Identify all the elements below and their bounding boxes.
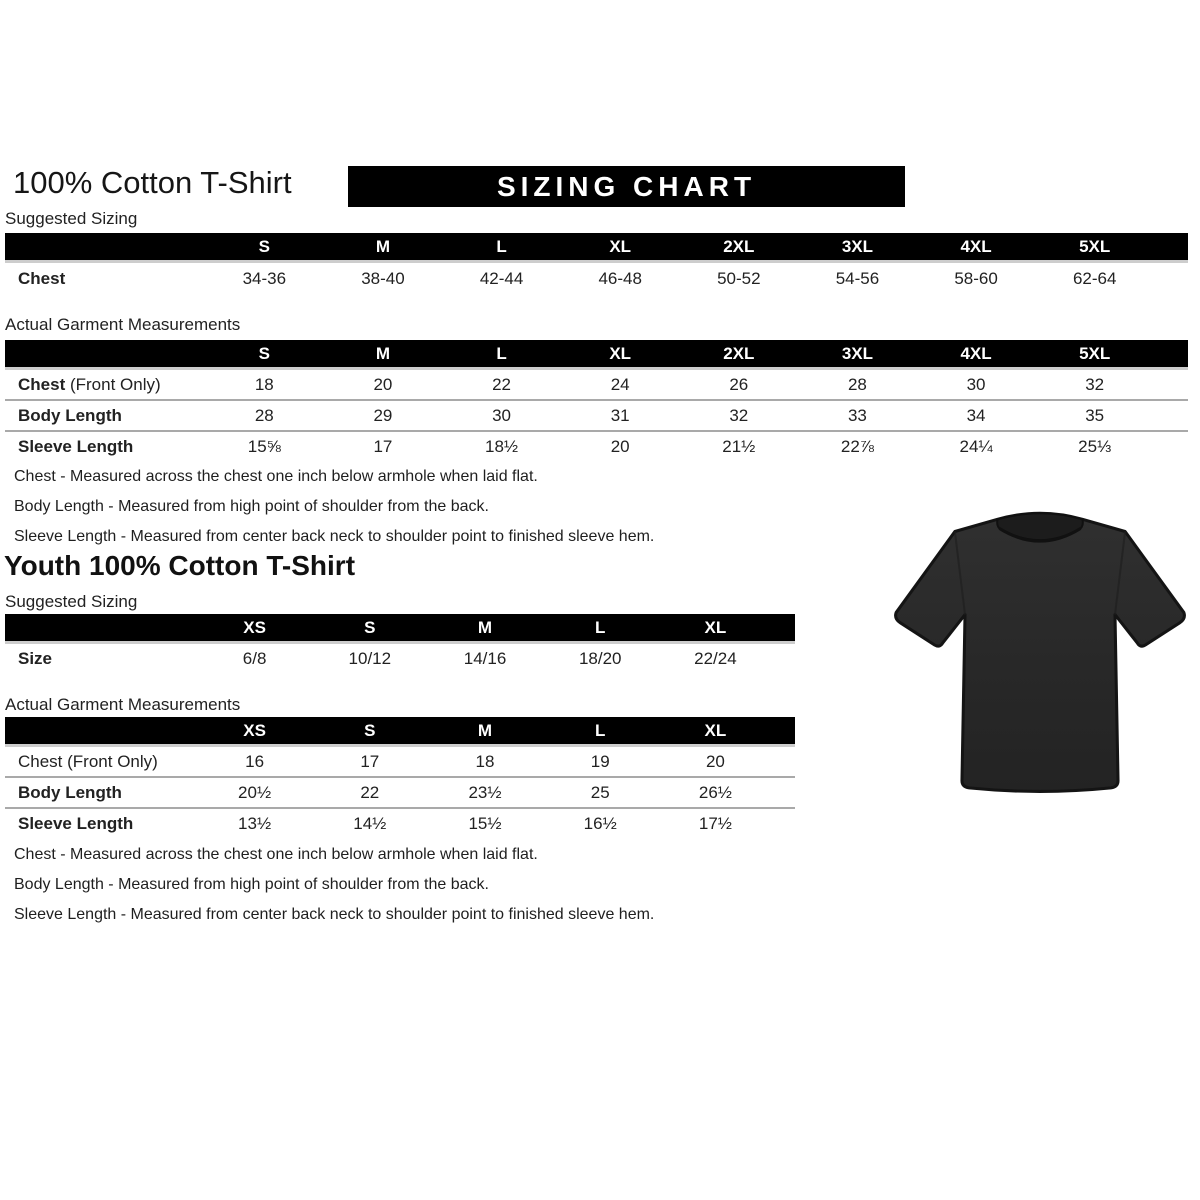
value-cell: 22⅞: [840, 436, 874, 456]
size-column-header: M: [477, 617, 493, 637]
value-cell: 19: [590, 751, 610, 771]
size-column-header: S: [258, 236, 270, 256]
size-column-header: 5XL: [1079, 343, 1111, 363]
table-row: [5, 644, 795, 673]
size-column-header: M: [477, 720, 493, 740]
row-label-cell: [5, 437, 205, 457]
table-row: [5, 776, 795, 807]
measurement-note-line: Body Length - Measured from high point of shoulder from the back.: [14, 876, 489, 893]
value-cell: 18/20: [578, 648, 622, 668]
value-cell: 14½: [353, 813, 387, 833]
size-column-header: 4XL: [960, 343, 992, 363]
size-column-header: 5XL: [1079, 236, 1111, 256]
value-cell: 35: [1085, 405, 1105, 425]
measurement-note-line: Body Length - Measured from high point of shoulder from the back.: [14, 498, 489, 515]
size-column-header: L: [496, 343, 507, 363]
value-cell: 17: [373, 436, 393, 456]
adult-suggested-sizing-table: [5, 233, 1188, 295]
table-row: [5, 807, 795, 838]
size-column-header: XS: [243, 720, 266, 740]
adult-actual-measurements-table: [5, 340, 1188, 461]
sizing-chart-banner: [348, 166, 905, 207]
table-row: [5, 747, 795, 776]
table-header-row: [5, 614, 795, 644]
size-column-header: L: [496, 236, 507, 256]
value-cell: 15⅝: [247, 436, 281, 456]
youth-suggested-sizing-label: Suggested Sizing: [5, 592, 138, 611]
size-column-header: 2XL: [723, 236, 755, 256]
value-cell: 26½: [698, 782, 732, 802]
value-cell: 20: [610, 436, 630, 456]
value-cell: 24¼: [959, 436, 993, 456]
size-column-header: S: [364, 617, 376, 637]
table-header-row: [5, 717, 795, 747]
value-cell: 25⅓: [1078, 436, 1112, 456]
value-cell: 62-64: [1072, 269, 1117, 288]
row-label-cell: [5, 783, 197, 803]
row-label: Sleeve Length: [18, 436, 134, 456]
value-cell: 23½: [468, 782, 502, 802]
size-column-header: M: [375, 236, 391, 256]
youth-actual-measurements-label: Actual Garment Measurements: [5, 695, 241, 714]
table-row: [5, 370, 1188, 399]
size-column-header: XL: [704, 617, 727, 637]
value-cell: 58-60: [954, 269, 998, 288]
adult-measurement-notes: [14, 462, 654, 552]
row-label-cell: [5, 814, 197, 834]
value-cell: 29: [373, 405, 393, 425]
value-cell: 22: [492, 374, 512, 394]
row-label-cell: [5, 406, 205, 426]
value-cell: 50-52: [717, 269, 761, 288]
adult-suggested-sizing-label: Suggested Sizing: [5, 209, 138, 228]
black-tshirt-icon: [888, 487, 1192, 803]
row-label: Body Length: [18, 782, 122, 802]
row-label: Size: [18, 648, 53, 668]
table-header-row: [5, 233, 1188, 263]
size-column-header: 3XL: [841, 343, 874, 363]
value-cell: 33: [847, 405, 867, 425]
measurement-note-line: Chest - Measured across the chest one inch below armhole when laid flat.: [14, 846, 538, 863]
value-cell: 28: [847, 374, 867, 394]
youth-actual-measurements-table: [5, 717, 795, 838]
measurement-note-line: Chest - Measured across the chest one inch below armhole when laid flat.: [14, 468, 538, 485]
value-cell: 34-36: [242, 269, 287, 288]
size-column-header: XL: [704, 720, 727, 740]
table-row: [5, 263, 1188, 295]
adult-actual-measurements-label: Actual Garment Measurements: [5, 315, 241, 334]
value-cell: 22/24: [694, 648, 737, 668]
row-label-cell: [5, 269, 205, 289]
measurement-note-line: Sleeve Length - Measured from center back neck to shoulder point to finished sleeve hem.: [14, 906, 655, 923]
value-cell: 20½: [238, 782, 272, 802]
value-cell: 18: [254, 374, 274, 394]
value-cell: 22: [360, 782, 380, 802]
size-column-header: S: [364, 720, 376, 740]
row-label: Chest: [18, 374, 66, 394]
value-cell: 30: [492, 405, 512, 425]
size-column-header: L: [595, 617, 606, 637]
value-cell: 14/16: [463, 648, 507, 668]
size-column-header: 4XL: [960, 236, 992, 256]
value-cell: 24: [610, 374, 630, 394]
size-column-header: XL: [609, 236, 632, 256]
size-column-header: 2XL: [723, 343, 755, 363]
row-label: Sleeve Length: [18, 813, 134, 833]
row-label: Body Length: [18, 405, 122, 425]
size-column-header: XL: [609, 343, 632, 363]
value-cell: 15½: [468, 813, 502, 833]
value-cell: 13½: [238, 813, 272, 833]
value-cell: 54-56: [835, 269, 880, 288]
size-column-header: S: [258, 343, 270, 363]
value-cell: 18: [475, 751, 495, 771]
table-header-row: [5, 340, 1188, 370]
row-label-cell: [5, 649, 197, 669]
row-label-cell: [5, 752, 197, 772]
value-cell: 42-44: [479, 269, 524, 288]
value-cell: 31: [610, 405, 630, 425]
size-column-header: 3XL: [841, 236, 874, 256]
value-cell: 46-48: [598, 269, 642, 288]
row-label-suffix: (Front Only): [65, 374, 161, 394]
value-cell: 26: [729, 374, 749, 394]
value-cell: 32: [729, 405, 749, 425]
size-column-header: XS: [243, 617, 266, 637]
size-column-header: M: [375, 343, 391, 363]
value-cell: 20: [705, 751, 725, 771]
value-cell: 6/8: [242, 648, 267, 668]
row-label-cell: [5, 375, 205, 395]
value-cell: 28: [254, 405, 274, 425]
value-cell: 21½: [722, 436, 756, 456]
page-title: 100% Cotton T-Shirt: [13, 165, 292, 200]
table-row: [5, 430, 1188, 461]
table-row: [5, 399, 1188, 430]
youth-section-title: Youth 100% Cotton T-Shirt: [4, 550, 356, 581]
measurement-note-line: Sleeve Length - Measured from center back neck to shoulder point to finished sleeve hem.: [14, 528, 655, 545]
value-cell: 30: [966, 374, 986, 394]
value-cell: 16: [245, 751, 265, 771]
value-cell: 17: [360, 751, 380, 771]
value-cell: 18½: [485, 436, 519, 456]
value-cell: 20: [373, 374, 393, 394]
value-cell: 38-40: [361, 269, 405, 288]
sizing-chart-banner-text: SIZING CHART: [496, 170, 757, 202]
value-cell: 34: [966, 405, 986, 425]
value-cell: 25: [590, 782, 610, 802]
youth-measurement-notes: [14, 840, 654, 930]
value-cell: 17½: [698, 813, 732, 833]
value-cell: 32: [1085, 374, 1105, 394]
youth-suggested-sizing-table: [5, 614, 795, 673]
value-cell: 16½: [583, 813, 617, 833]
row-label: Chest (Front Only): [18, 751, 158, 771]
row-label: Chest: [18, 269, 66, 288]
value-cell: 10/12: [348, 648, 392, 668]
size-column-header: L: [595, 720, 606, 740]
